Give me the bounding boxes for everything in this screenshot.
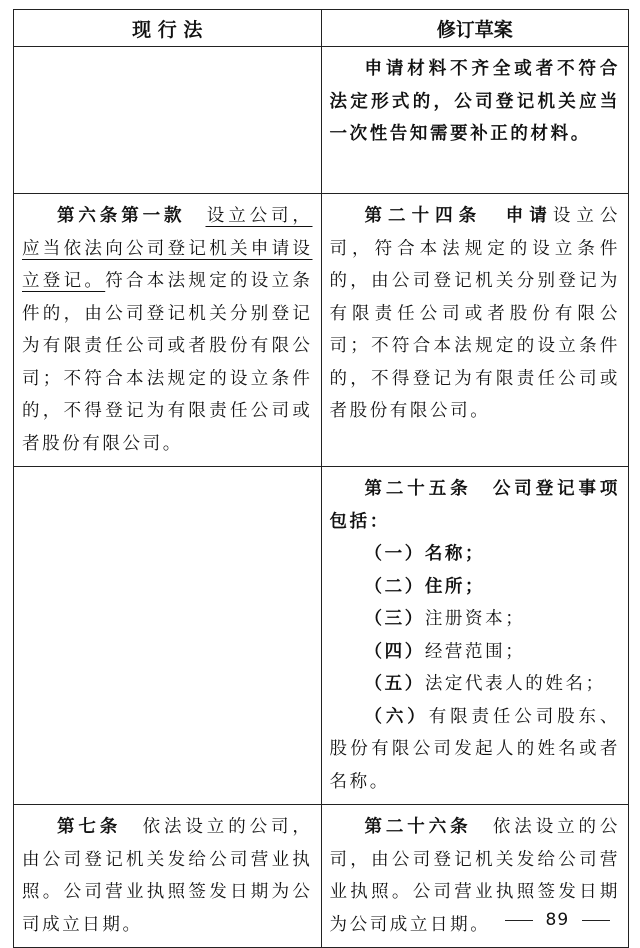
list-item: （二）住所； (364, 576, 486, 597)
cell-right (321, 467, 629, 805)
table-row (14, 47, 629, 194)
article-heading: 第二十四条 (364, 206, 483, 226)
article-heading: 第六条第一款 (57, 206, 186, 226)
list-item: （一）名称； (364, 544, 486, 564)
cell-left (14, 194, 322, 467)
list-item: （六）有限责任公司股东、股份有限公司发起人的姓名或者名称。 (329, 706, 620, 792)
clause-paragraph (22, 200, 313, 460)
page-footer (505, 910, 610, 930)
clause-text: 符合本法规定的设立条件的，由公司登记机关分别登记为有限责任公司或者股份有限公司；不符合本法规定的设立条件的，不得登记为有限责任公司或者股份有限公司。 (22, 271, 313, 454)
table-row (14, 194, 629, 467)
clause-text: 公司登记事项包括： (329, 479, 620, 532)
article-heading: 第二十五条 (364, 479, 472, 499)
cell-left-empty (14, 47, 322, 194)
footer-dash-right (582, 920, 610, 921)
list-item: （三）注册资本； (364, 609, 526, 629)
page-number: 89 (545, 910, 570, 930)
underlined-text: 设立公司，应当依法向公司登记机关申请设立登记。 (22, 206, 313, 291)
clause-paragraph (330, 473, 621, 538)
comparison-table (13, 9, 629, 948)
table-row (14, 467, 629, 805)
clause-text: 申请材料不齐全或者不符合法定形式的，公司登记机关应当一次性告知需要补正的材料。 (329, 59, 620, 144)
clause-paragraph (22, 811, 313, 941)
cell-right (321, 47, 629, 194)
bold-text: 申请 (502, 206, 553, 226)
clause-paragraph (330, 200, 621, 428)
header-current-law: 现 行 法 (14, 10, 322, 47)
clause-text: 设立公司，符合本法规定的设立条件的，由公司登记机关分别登记为有限责任公司或者股份有限公司；不符合本法规定的设立条件的，不得登记为有限责任公司或者股份有限公司。 (329, 206, 620, 421)
clause-text: 依法设立的公司，由公司登记机关发给公司营业执照。公司营业执照签发日期为公司成立日期。 (329, 817, 620, 935)
clause-text: 依法设立的公司，由公司登记机关发给公司营业执照。公司营业执照签发日期为公司成立日期。 (22, 817, 313, 935)
table-header-row (14, 10, 629, 47)
list-item: （五）法定代表人的姓名； (364, 674, 606, 694)
cell-left (14, 805, 322, 948)
header-revised-draft: 修订草案 (321, 10, 629, 47)
article-heading: 第七条 (57, 817, 122, 837)
cell-right (321, 194, 629, 467)
article-heading: 第二十六条 (364, 817, 472, 837)
cell-left-empty (14, 467, 322, 805)
list-item: （四）经营范围； (364, 641, 526, 662)
footer-dash-left (505, 920, 533, 921)
